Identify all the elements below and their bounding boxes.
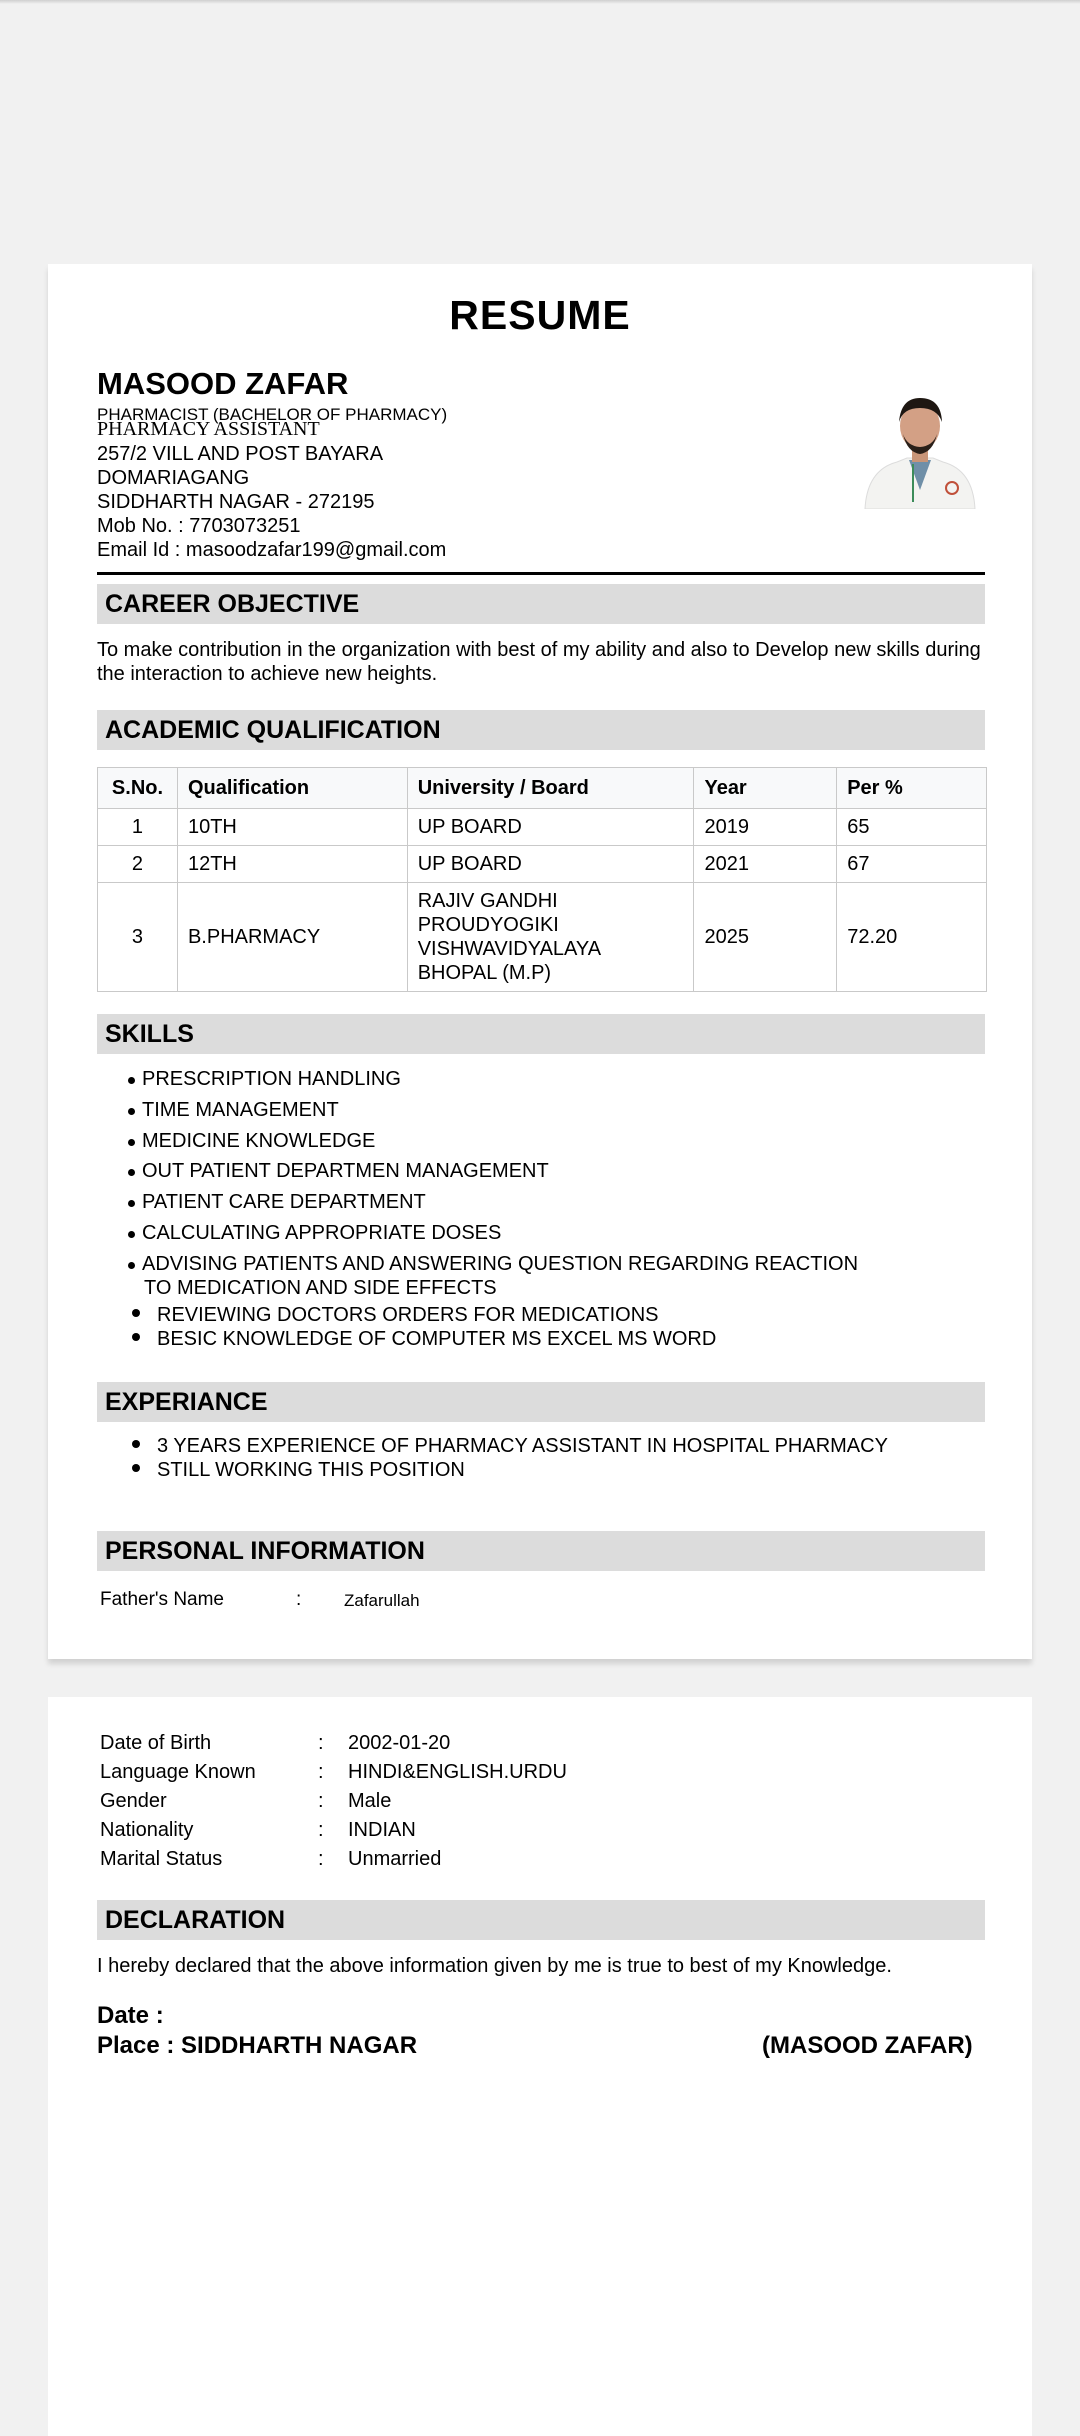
col-sno: S.No. xyxy=(98,768,178,809)
cell-sno: 1 xyxy=(98,809,178,846)
resume-title: RESUME xyxy=(449,292,631,338)
cell-board: UP BOARD xyxy=(407,809,694,846)
address-line-1: 257/2 VILL AND POST BAYARA xyxy=(97,443,384,465)
signature-name: (MASOOD ZAFAR) xyxy=(762,2032,973,2059)
table-row xyxy=(98,809,987,846)
skills-extra-list xyxy=(132,1303,716,1351)
list-item: 3 YEARS EXPERIENCE OF PHARMACY ASSISTANT IN HOSPITAL PHARMACY xyxy=(132,1434,888,1458)
skills-heading: SKILLS xyxy=(97,1014,985,1054)
col-board: University / Board xyxy=(407,768,694,809)
list-item: PRESCRIPTION HANDLING xyxy=(128,1067,858,1091)
cell-board: UP BOARD xyxy=(407,846,694,883)
nationality-value: INDIAN xyxy=(348,1819,416,1841)
cell-qualification: B.PHARMACY xyxy=(177,883,407,992)
list-item: OUT PATIENT DEPARTMEN MANAGEMENT xyxy=(128,1159,858,1183)
cell-percent: 67 xyxy=(837,846,987,883)
declaration-text: I hereby declared that the above information given by me is true to best of my Knowledge. xyxy=(97,1955,892,1977)
language-label: Language Known xyxy=(100,1761,256,1783)
advising-line-1: ADVISING PATIENTS AND ANSWERING QUESTION REGARDING REACTION xyxy=(142,1252,859,1275)
list-item: BESIC KNOWLEDGE OF COMPUTER MS EXCEL MS WORD xyxy=(132,1327,716,1351)
academic-table xyxy=(97,767,987,992)
resume-page-2 xyxy=(48,1697,1032,2436)
role: PHARMACY ASSISTANT xyxy=(97,418,320,440)
col-percent: Per % xyxy=(837,768,987,809)
marital-status-label: Marital Status xyxy=(100,1848,223,1870)
skills-list xyxy=(128,1067,858,1307)
list-item: CALCULATING APPROPRIATE DOSES xyxy=(128,1221,858,1245)
mobile: Mob No. : 7703073251 xyxy=(97,515,301,537)
cell-board xyxy=(407,883,694,992)
dob-value: 2002-01-20 xyxy=(348,1732,451,1754)
fathers-name-value: Zafarullah xyxy=(344,1591,420,1610)
cell-qualification: 10TH xyxy=(177,809,407,846)
advising-line-2: TO MEDICATION AND SIDE EFFECTS xyxy=(144,1276,497,1299)
list-item: STILL WORKING THIS POSITION xyxy=(132,1458,888,1482)
cell-year: 2019 xyxy=(694,809,837,846)
list-item: PATIENT CARE DEPARTMENT xyxy=(128,1190,858,1214)
col-qualification: Qualification xyxy=(177,768,407,809)
fathers-name-label: Father's Name xyxy=(100,1589,225,1610)
list-item: TIME MANAGEMENT xyxy=(128,1098,858,1122)
list-item: MEDICINE KNOWLEDGE xyxy=(128,1129,858,1153)
gender-label: Gender xyxy=(100,1790,167,1812)
cell-sno: 2 xyxy=(98,846,178,883)
address-line-2: DOMARIAGANG xyxy=(97,467,250,489)
declaration-date: Date : xyxy=(97,2002,164,2029)
career-objective-heading: CAREER OBJECTIVE xyxy=(97,584,985,624)
cell-percent: 65 xyxy=(837,809,987,846)
declaration-place: Place : SIDDHARTH NAGAR xyxy=(97,2032,418,2059)
col-year: Year xyxy=(694,768,837,809)
board-line: PROUDYOGIKI xyxy=(417,914,559,936)
email: Email Id : masoodzafar199@gmail.com xyxy=(97,539,447,561)
table-header-row xyxy=(98,768,987,809)
language-value: HINDI&ENGLISH.URDU xyxy=(348,1761,567,1783)
career-objective-text: To make contribution in the organization with best of my ability and also to Develop new skills during the interaction to achieve new heights. xyxy=(97,639,981,685)
cell-year: 2025 xyxy=(694,883,837,992)
academic-heading: ACADEMIC QUALIFICATION xyxy=(97,710,985,750)
profile-photo xyxy=(857,390,983,509)
marital-status-value: Unmarried xyxy=(348,1848,442,1870)
subtitle: PHARMACIST (BACHELOR OF PHARMACY) xyxy=(97,405,448,424)
separator: : xyxy=(318,1761,324,1783)
dob-label: Date of Birth xyxy=(100,1732,212,1754)
table-row xyxy=(98,846,987,883)
separator: : xyxy=(318,1790,324,1812)
experience-list xyxy=(132,1434,888,1482)
list-item: REVIEWING DOCTORS ORDERS FOR MEDICATIONS xyxy=(132,1303,716,1327)
experience-heading: EXPERIANCE xyxy=(97,1382,985,1422)
separator: : xyxy=(318,1819,324,1841)
gender-value: Male xyxy=(348,1790,392,1812)
header-divider xyxy=(97,572,985,575)
list-item xyxy=(128,1252,858,1300)
declaration-heading: DECLARATION xyxy=(97,1900,985,1940)
cell-qualification: 12TH xyxy=(177,846,407,883)
board-line: VISHWAVIDYALAYA xyxy=(417,938,602,960)
personal-info-heading: PERSONAL INFORMATION xyxy=(97,1531,985,1571)
cell-year: 2021 xyxy=(694,846,837,883)
address-line-3: SIDDHARTH NAGAR - 272195 xyxy=(97,491,375,513)
board-line: BHOPAL (M.P) xyxy=(417,962,552,984)
cell-sno: 3 xyxy=(98,883,178,992)
resume-page-1 xyxy=(48,264,1032,1659)
nationality-label: Nationality xyxy=(100,1819,194,1841)
separator: : xyxy=(296,1589,302,1610)
cell-percent: 72.20 xyxy=(837,883,987,992)
table-row xyxy=(98,883,987,992)
separator: : xyxy=(318,1848,324,1870)
separator: : xyxy=(318,1732,324,1754)
board-line: RAJIV GANDHI xyxy=(417,890,558,912)
candidate-name: MASOOD ZAFAR xyxy=(97,366,349,401)
